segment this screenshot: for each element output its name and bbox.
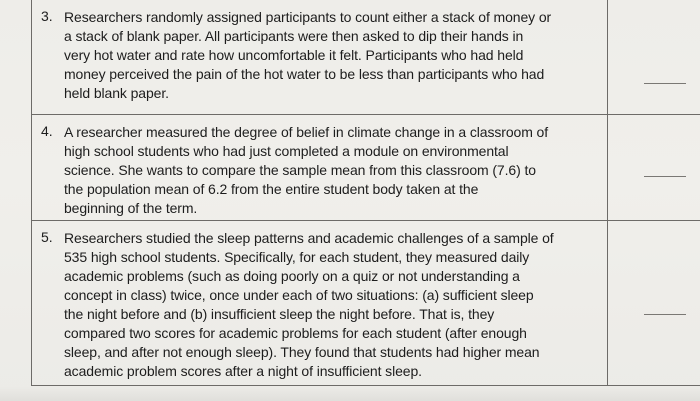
question-text-line: money perceived the pain of the hot water to be less than participants who had: [64, 66, 545, 82]
photo-shadow: [0, 386, 700, 401]
answer-blank[interactable]: [644, 176, 686, 177]
question-text-line: very hot water and rate how uncomfortable it felt. Participants who had held: [64, 47, 524, 63]
question-text-line: academic problem scores after a night of insufficient sleep.: [64, 363, 422, 379]
question-cell: [32, 0, 608, 114]
answer-blank[interactable]: [644, 314, 686, 315]
question-text-line: a stack of blank paper. All participants were then asked to dip their hands in: [64, 28, 524, 44]
question-table: [31, 0, 700, 386]
question-row-5: [32, 221, 700, 386]
question-number: 3.: [41, 8, 53, 24]
question-text-line: the population mean of 6.2 from the entire student body taken at the: [64, 181, 479, 197]
question-text-line: A researcher measured the degree of belief in climate change in a classroom of: [64, 124, 549, 140]
question-text-line: held blank paper.: [64, 85, 169, 101]
question-text: [64, 8, 602, 103]
question-number: 5.: [41, 229, 53, 245]
question-row-3: [32, 0, 700, 115]
question-text: [64, 229, 602, 381]
question-cell: [32, 221, 608, 386]
question-text-line: academic problems (such as doing poorly on a quiz or not understanding a: [64, 268, 520, 284]
answer-cell[interactable]: [608, 0, 700, 114]
question-text-line: compared two scores for academic problems for each student (after enough: [64, 325, 527, 341]
question-text-line: beginning of the term.: [64, 200, 198, 216]
question-text-line: Researchers studied the sleep patterns and academic challenges of a sample of: [64, 230, 554, 246]
question-text-line: science. She wants to compare the sample mean from this classroom (7.6) to: [64, 162, 536, 178]
question-cell: [32, 115, 608, 220]
answer-cell[interactable]: [608, 221, 700, 386]
answer-blank[interactable]: [644, 83, 686, 84]
question-number: 4.: [41, 123, 53, 139]
question-text-line: the night before and (b) insufficient sleep the night before. That is, they: [64, 306, 495, 322]
question-text-line: Researchers randomly assigned participants to count either a stack of money or: [64, 9, 552, 25]
question-text-line: high school students who had just completed a module on environmental: [64, 143, 509, 159]
question-row-4: [32, 115, 700, 221]
answer-cell[interactable]: [608, 115, 700, 220]
question-text-line: 535 high school students. Specifically, for each student, they measured daily: [64, 249, 530, 265]
question-text: [64, 123, 602, 218]
question-text-line: concept in class) twice, once under each of two situations: (a) sufficient sleep: [64, 287, 534, 303]
question-text-line: sleep, and after not enough sleep). They found that students had higher mean: [64, 344, 540, 360]
